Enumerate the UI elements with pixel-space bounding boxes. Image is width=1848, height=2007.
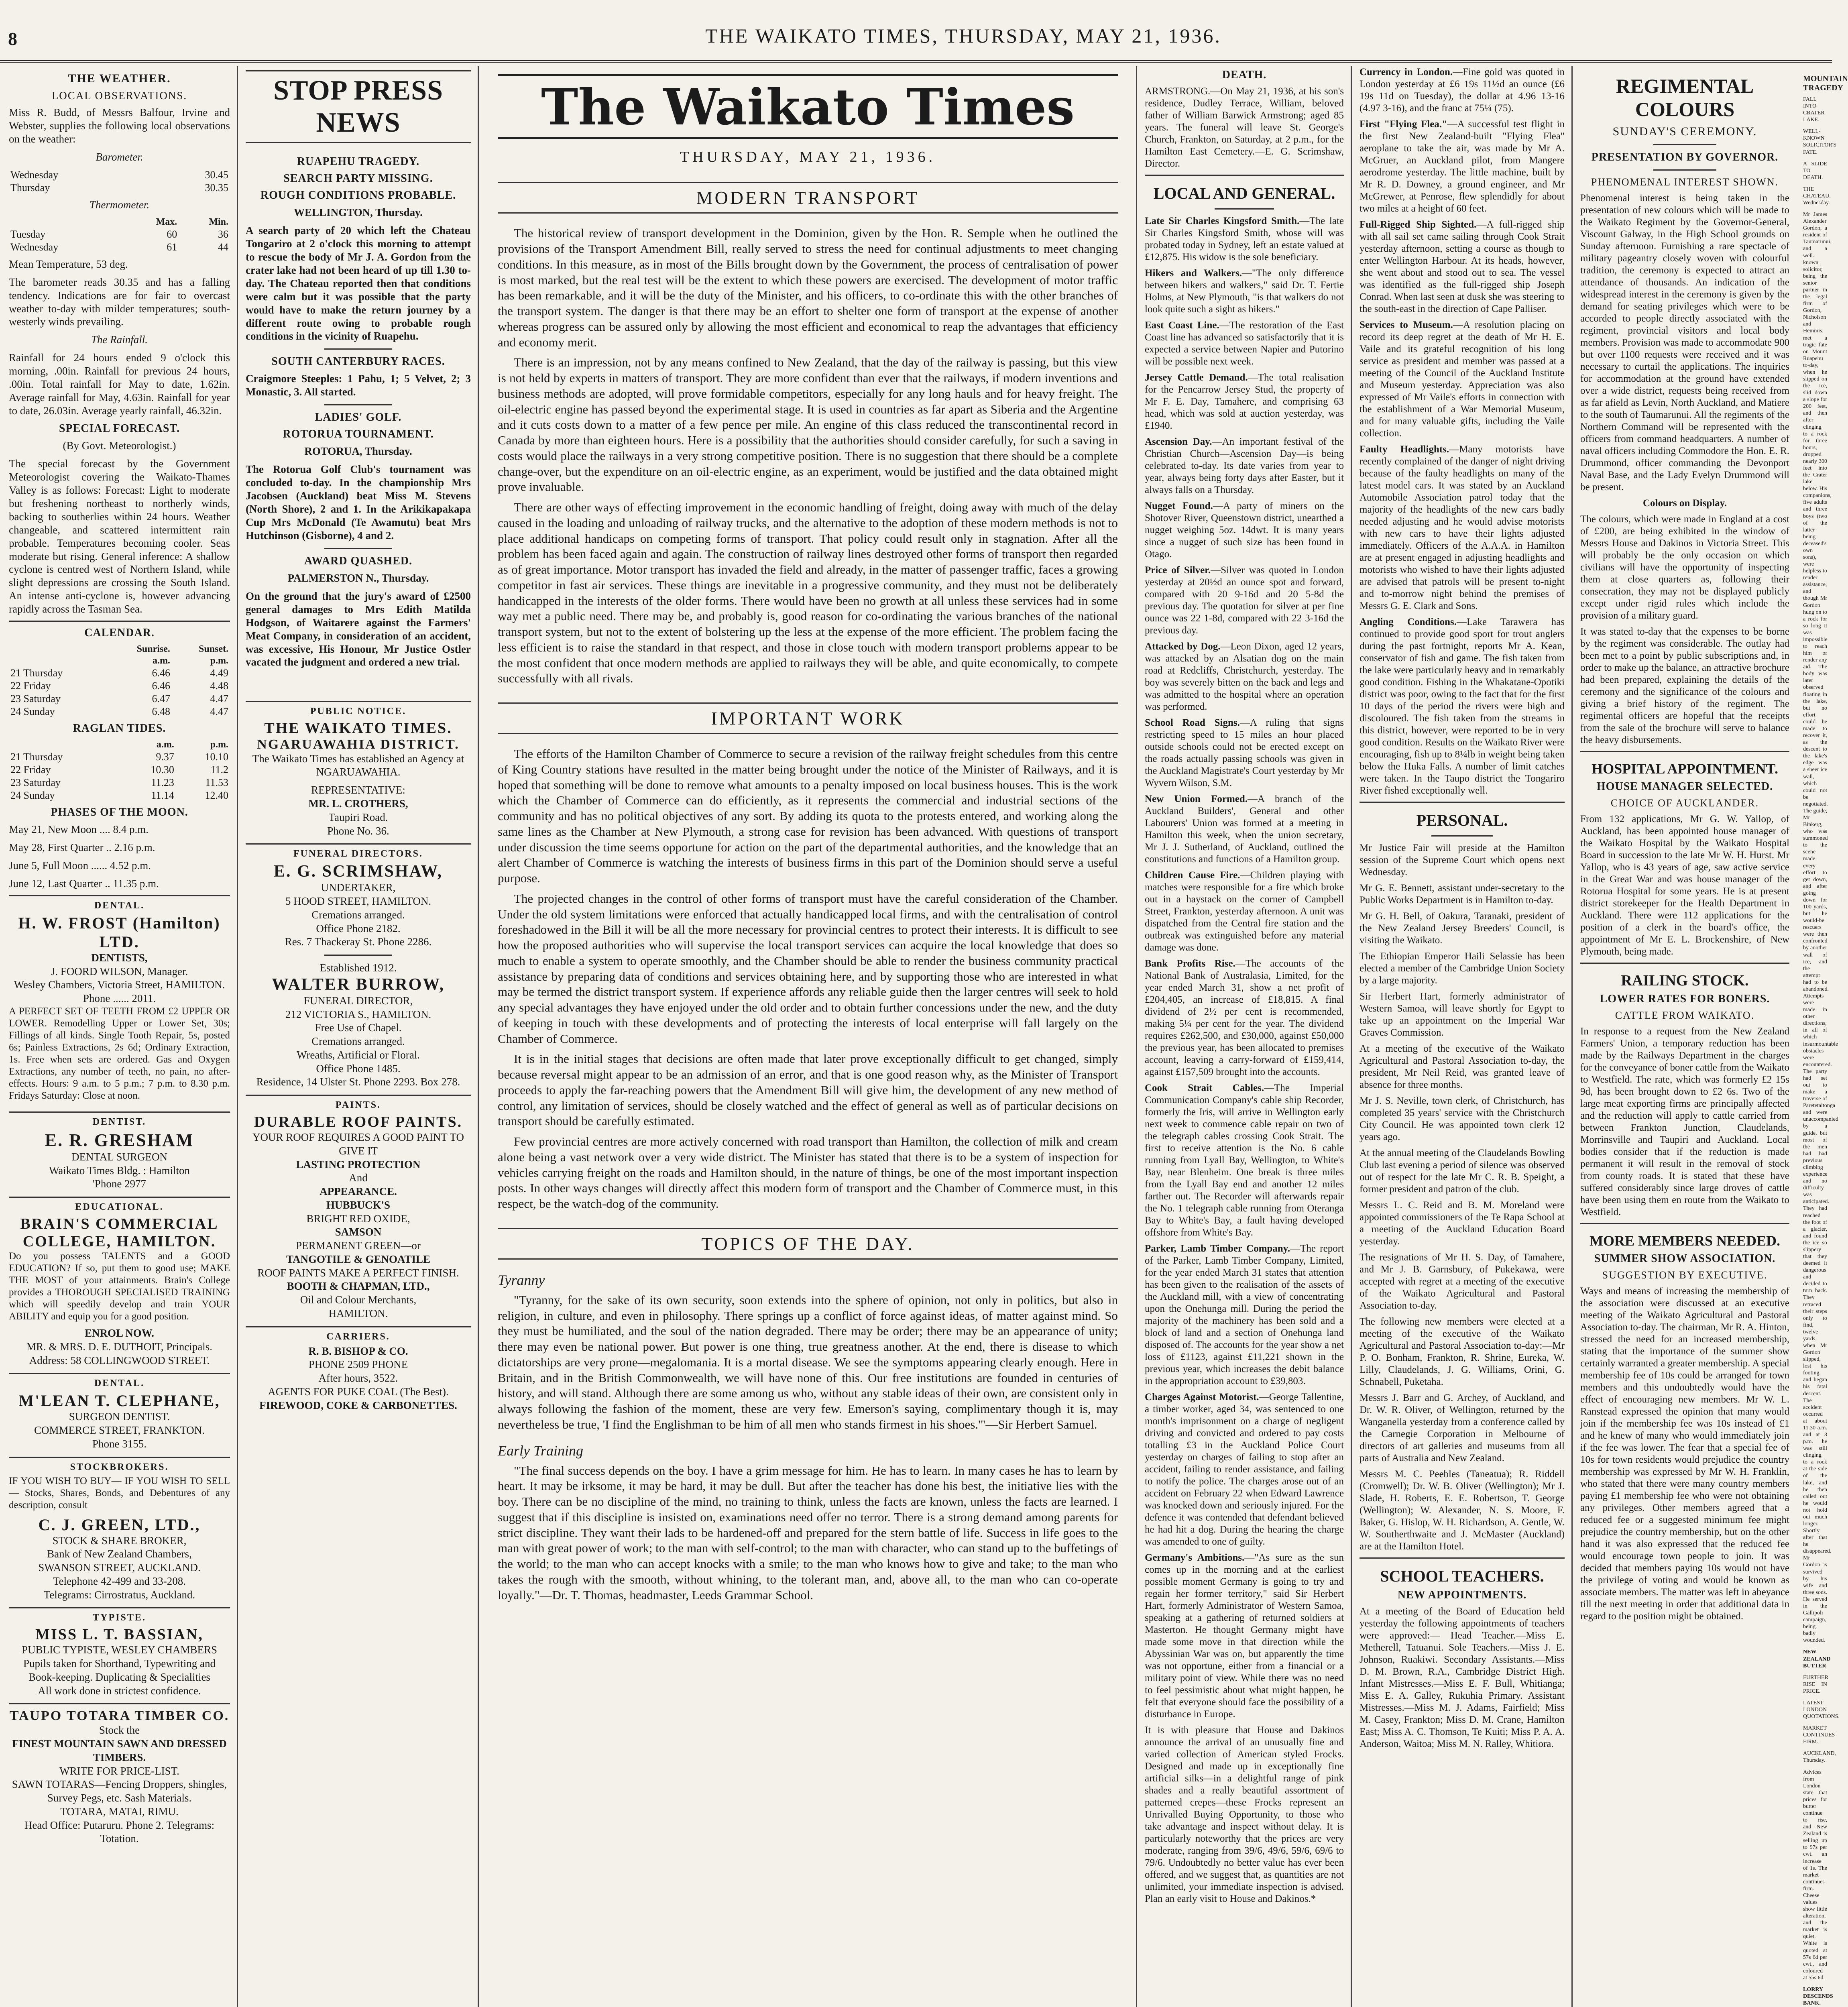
special-forecast-byline: (By Govt. Meteorologist.) [63,440,176,452]
divider [1653,144,1716,145]
ad-line: Stock the [99,1724,140,1736]
ad-line: Address: 58 COLLINGWOOD STREET. [29,1354,210,1366]
personal-item: The following new members were elected at a meeting of the executive of the Waikato Agricultural and Pastoral Association to-day:—Mr P. O. Bonham, Frankton, R. Shrine, Eureka, W. Lilly, Claudelands, J. G. Williams, Orini, G. Schnabell, Puketaha. [1360,1316,1565,1387]
column-stop-press [241,66,476,2007]
ad-name: NGARUAWAHIA DISTRICT. [257,737,460,752]
ad-line: SURGEON DENTIST. [69,1411,170,1423]
ad-line: BOOTH & CHAPMAN, LTD., [287,1280,430,1293]
column-local-general [1140,66,1349,2007]
news-item: Currency in London.—Fine gold was quoted in London yesterday at £6 19s 11½d an ounce (£6 19s 11d on Tuesday), the dollar at 4.96 13-16 (4.97 3-16), and the franc at 75¼ (75). [1360,67,1565,114]
ad-category-label: DENTAL. [94,900,145,911]
headline: MORE MEMBERS NEEDED. [1589,1233,1781,1249]
news-item: First "Flying Flea."—A successful test flight in the first New Zealand-built "Flying Flea" aeroplane to take the air, was made by Mr A. McGruer, an Auckland pilot, from Mangere aerodrome yesterday. The little machine, built by Mr R. D. Downey, a ground engineer, and Mr McGrewer, at Penrose, flew splendidly for about two miles at a height of 60 feet. [1360,119,1565,214]
ad-line: ROOF PAINTS MAKE A PERFECT FINISH. [257,1266,459,1279]
calendar-heading: CALENDAR. [84,627,155,639]
article-paragraph: There are other ways of effecting improvement in the economic handling of freight, doing away with much of the delay caused in the loading and unloading of railway trucks, and the alternative to the adoption of these modern methods is not to place additional handicaps on competing forms of transport. That policy could result only in stagnation. After all the problem has been faced again and again. The construction of railway lines destroyed other forms of transport then regarded as of great importance. Motor transport has invaded the field and already, in the matter of passenger traffic, faces a growing competitor in fast air services. These things are inevitable in a progressive community, and they must not be deliberately handicapped in the interests of the older forms. There would have been no growth at all unless these services had in some way met a public need. There may be, and probably is, good reason for co-ordinating the various branches of the national transport system, but not to the extent of bolstering up the less at the expense of the more efficient. The problem facing the less efficient is to raise the standard in that respect, and those in close touch with modern transport problems appear to be the most confident that once modern methods are applied to railways they will be able, and quite economically, to compete successfully with all rivals. [498,500,1118,686]
local-observations-heading: LOCAL OBSERVATIONS. [51,90,187,102]
article-body: Ways and means of increasing the membership of the association were discussed at an executive meeting of the Waikato Agricultural and Pastoral Association to-day. The chairman, Mr R. A. Hinton, stressed the need for an increased membership, stating that the importance of the summer show certainly warranted a greater membership. A special membership fee of 10s could be arranged for town members and this undoubtedly would have the effect of encouraging new members. Mr W. L. Ranstead expressed the opinion that many would join if the membership fee was 10s instead of £1 and he knew of many who would immediately join if the fee was lower. The fear that a special fee of 10s for town residents would prejudice the country membership was expressed by Mr W. H. Franklin, who stated that there were many country members paying £1 membership fee who were not obtaining any privileges. Other members agreed that a reduced fee or a suggested minimum fee might prejudice the country membership, but on the other hand it was also expressed that the reduced fee would encourage town people to join. It was decided that members paying 10s would not have the privilege of voting and would be known as associate members. The matter was left in abeyance till the next meeting in order that additional data in regard to the position might be obtained. [1580,1286,1789,1622]
observations-intro: Miss R. Budd, of Messrs Balfour, Irvine and Webster, supplies the following local observations on the weather: [9,106,230,145]
news-body: A search party of 20 which left the Chateau Tongariro at 2 o'clock this morning to attempt to rescue the body of Mr J. A. Gordon from the crater lake had not been heard of up till 1.30 to-day. The Chateau reported then that conditions were calm but it was possible that the party would have to make the return journey by a different route owing to probable rough conditions in the vicinity of Ruapehu. [246,224,471,342]
news-dateline: WELLINGTON, Thursday. [294,206,423,218]
ad-line: HAMILTON. [328,1307,388,1319]
personal-item: Sir Herbert Hart, formerly administrator of Western Samoa, will leave shortly for Egypt to take up an appointment on the Imperial War Graves Commission. [1360,991,1565,1038]
ad-line: Telephone 42-499 and 33-208. [53,1575,186,1587]
news-body: The Rotorua Golf Club's tournament was concluded to-day. In the championship Mrs Jacobsen (Auckland) beat Miss M. Stevens (North Shore), 2 and 1. In the Arikikapakapa Cup Mrs McDonald (Te Awamutu) beat Mrs Hutchinson (Gisborne), 4 and 2. [246,463,471,541]
ad-line: MR. L. CROTHERS, [308,798,408,810]
subheadline: SUNDAY'S CEREMONY. [1612,125,1757,138]
personal-item: Messrs M. C. Peebles (Taneatua); R. Riddell (Cromwell); Dr. W. B. Oliver (Wellington); Mr J. Slade, H. Roberts, E. E. Robertson, T. George (Wellington); W. Alexander, N. S. Moore, F. Baker, G. Hislop, W. H. Richardson, A. Gentle, W. W. Southerthwaite and J. McMaster (Auckland) are at the Hamilton Hotel. [1360,1469,1565,1552]
ad-line: Established 1912. [320,962,397,974]
masthead: The Waikato Times [498,74,1118,139]
news-item: East Coast Line.—The restoration of the East Coast line has advanced so satisfactorily that it is expected a service between Napier and Putorino will be possible next week. [1145,320,1344,367]
ad-line: PUBLIC TYPISTE, WESLEY CHAMBERS [21,1644,218,1656]
page-dateline: THE WAIKATO TIMES, THURSDAY, MAY 21, 1936. [705,24,1221,47]
moon-phase: May 21, New Moon .... 8.4 p.m. [9,823,149,836]
news-item: Jersey Cattle Demand.—The total realisation for the Pencarrow Jersey Stud, the property of Mr F. E. Day, Tamahere, and comprising 63 head, which was sold at auction yesterday, was £1940. [1145,372,1344,431]
ad-frost-dentists [9,895,230,1111]
news-dateline: ROTORUA, Thursday. [304,445,412,458]
topic-heading: Tyranny [498,1272,545,1288]
news-item: It is with pleasure that House and Dakinos announce the arrival of an unusually fine and varied collection of American styled Frocks. Designed and made up in exceptionally fine artificial silks—in a delightful range of pink shades and a really beautiful assortment of patterned crepes—these Frocks represent an Unrivalled Buying Opportunity, to those who take advantage and inspect without delay. It is particularly noteworthy that the prices are very moderate, ranging from 39/6, 49/6, 59/6, 69/6 to 79/6. Undoubtedly no better value has ever been offered, and we suggest that, as quantities are not unlimited, your immediate inspection is advised. Plan an early visit to House and Dakinos.* [1145,1725,1344,1904]
tides-heading: RAGLAN TIDES. [73,722,166,735]
article-paragraph: The efforts of the Hamilton Chamber of Commerce to secure a revision of the railway freight schedules from this centre of King Country stations have resulted in the matter being brought under the notice of the Minister of Railways, and it is hoped that something will be done to remove what amounts to a penalty imposed on local business houses. This is the work which the Chamber of Commerce can do efficiently, as it represents the commercial and industrial sections of the community and has no political objectives of any sort. By adding its quota to the protests entered, and working along the same lines as the Chamber at New Plymouth, a strong case for revision has been advanced. With questions of transport under discussion the time seems opportune for action on the part of the departmental authorities, and the knowledge that an alert Chamber of Commerce is watching the interests of business firms in this part of the Dominion should serve a useful purpose. [498,747,1118,885]
article-body: It was stated to-day that the expenses to be borne by the regiment was considerable. The outlay had been met to a point by public subscriptions and, in order to make up the balance, an attractive brochure had been prepared, explaining the details of the ceremony and the significance of the colours and giving a brief history of the regiment. The regimental officers are hopeful that the receipts from the sale of the brochure will serve to balance the heavy disbursements. [1580,626,1789,745]
news-item: Faulty Headlights.—Many motorists have recently complained of the danger of night driving because of the faulty headlights on many of the latest model cars. It was stated by an Auckland Automobile Association patrol today that the majority of the headlights of the new cars badly needed adjusting and he would advise motorists with new cars to have their lights adjusted immediately. Officers of the A.A.A. in Hamilton are at present engaged in adjusting headlights and motorists who wished to have their lights adjusted are advised that patrols will be present to-night and to-morrow night behind the premises of Messrs G. E. Clark and Sons. [1360,444,1565,611]
news-item: Children Cause Fire.—Children playing with matches were responsible for a fire which broke out in a haystack on the corner of Campbell Street, Frankton, yesterday afternoon. A unit was dispatched from the Central fire station and the outbreak was extinguished before any material damage was done. [1145,870,1344,953]
subheadline: SUMMER SHOW ASSOCIATION. [1594,1252,1776,1265]
news-item: Germany's Ambitions.—"As sure as the sun comes up in the morning and at the earliest possible moment Germany is going to try and regain her former territory," said Sir Herbert Hart, formerly Administrator of Western Samoa, speaking at a gathering of returned soldiers at Masterton. He thought Germany might have made some move in that direction while the Abyssinian War was on, but apparently the time was not opportune, either from a financial or a military point of view. While there was no need to feel pessimistic about what might happen, he felt that everyone should face the possibility of a disturbance in Europe. [1145,1552,1344,1720]
article-body: Mr James Alexander Gordon, a resident of Taumarunui, and a well-known solicitor, being the senior partner in the legal firm of Gordon, Nicholson and Hemmis, met a tragic fate on Mount Ruapehu to-day, when he slipped on the ice, slid down a slope for 200 feet, and then after clinging to a rock for three hours, dropped nearly 300 feet into the Crater lake below. His companions, five adults and three boys (two of the latter being deceased's own sons), were helpless to render assistance, and though Mr Gordon hung on to a rock for so long it was impossible to reach him or render any aid. The body was later observed floating in the lake, but no effort could be made to recover it, as the descent to the lake's edge was a sheer ice wall, which could not be negotiated. The guide, Mr Binkerg, who was summoned to the scene made every effort to get down, and after going down for 100 yards, but he would-be rescuers were then confronted by another wall of ice, and the attempt had to be abandoned. Attempts were made in other directions, in all of which insurmountable obstacles were encountered. The party had set out to make a traverse of Paretetaitonga and were unaccompanied by a guide, but most of the men had had previous climbing experience and no difficulty was anticipated. They had reached the foot of a glacier, and found the ice so slippery that they deemed it dangerous and decided to turn back. They retraced their steps only to find, twelve yards when Mr Gordon slipped, lost his footing, and began his fatal descent. The accident occurred at about 11.30 a.m. and at 3 p.m. he was still clinging to a rock at the side of the lake, and he then called out he would not hold out much longer. Shortly after that he disappeared. Mr Gordon is survived by his wife and three sons. He served in the Gallipoli campaign, being badly wounded. [1803,212,1838,1644]
ad-category-label: FUNERAL DIRECTORS. [293,849,423,859]
ad-carriers [246,1326,471,1418]
ad-line: Bank of New Zealand Chambers, [47,1548,192,1560]
special-forecast-heading: SPECIAL FORECAST. [59,422,180,435]
news-item: Nugget Found.—A party of miners on the Shotover River, Queenstown district, unearthed a nugget weighing 5oz. 14dwt. It is many years since a nugget of such size has been found in Otago. [1145,501,1344,560]
personal-item: Messrs L. C. Reid and B. M. Moreland were appointed commissioners of the Te Rapa School at a meeting of the Auckland Education Board yesterday. [1360,1200,1565,1247]
ad-line: TOTARA, MATAI, RIMU. [60,1805,179,1818]
ad-line: Oil and Colour Merchants, [300,1294,417,1306]
ad-line: Office Phone 2182. [316,922,401,934]
ad-line: Cremations arranged. [311,1035,405,1047]
article-title: IMPORTANT WORK [498,702,1118,734]
news-items [1145,215,1344,1905]
ad-line: 5 HOOD STREET, HAMILTON. [285,895,431,907]
news-item: Angling Conditions.—Lake Tarawera has continued to provide good sport for trout anglers during the past fortnight, reports Mr A. Kean, conservator of fish and game. The fish taken from the lake were particularly heavy and in remarkably good condition. Fishing in the Whakatane-Opotiki district was poor, owing to the fact that for the first 10 days of the period the rivers were high and discoloured. The fish taken from the streams in this district, however, were reported to be in very good condition. Results on the Waikato River were encouraging, fish up to 8¼lb in weight being taken below the Huka Falls. A number of limit catches were taken. In the Taupo district the Tongariro River fished exceptionally well. [1360,617,1565,796]
ad-line: TANGOTILE & GENOATILE [286,1253,431,1265]
article-body: From 132 applications, Mr G. W. Yallop, of Auckland, has been appointed house manager of the Waikato Hospital by the Waikato Hospital Board in succession to the late Mr W. H. Hurst. Mr Yallop, who is 43 years of age, saw active service in the Great War and was house manager of the Rotorua Hospital for some years. He is at present district storekeeper for the Health Department in Auckland. There were 112 applications for the position of a clerk in the board's office, the appointment of Mr E. L. Brockenshire, of New Plymouth, being made. [1580,814,1789,957]
ad-line: COMMERCE STREET, FRANKTON. [34,1424,205,1437]
ad-line: WRITE FOR PRICE-LIST. [59,1765,179,1777]
article-paragraph: It is in the initial stages that decisions are often made that later prove exceptionally difficult to get changed, simply because reversal might appear to be an admission of an error, and that is one good reason why, as the Minister of Transport proceeds to apply the far-reaching powers that the Amendment Bill will give him, the development of any new method of control, any limitation of services, should be closely watched and the effect of general as well as of particular decisions on transport should be carefully estimated. [498,1052,1118,1128]
article-body: In response to a request from the New Zealand Farmers' Union, a temporary reduction has been made by the Railways Department in the charges for the conveyance of boner cattle from the Waikato to Westfield. The rate, which was formerly £2 15s 9d, has been brought down to £2 6s. Two of the large meat exporting firms are principally affected and the reduction will apply to cattle carried from between Frankton Junction, Claudelands, Morrinsville and Taupiri and Auckland. Local bodies consider that if the reduction is made permanent it will result in the removal of stock from county roads. It is stated that these have suffered considerably since large droves of cattle have been using them en route from the Waikato to Westfield. [1580,1026,1789,1217]
ad-line: Pupils taken for Shorthand, Typewriting and Book-keeping. Duplicating & Specialities [23,1657,216,1683]
ad-taupo-totara [9,1703,230,1851]
page-header [0,0,1832,63]
headline: LORRY DESCENDS BANK. [1803,1986,1833,2007]
news-item: Late Sir Charles Kingsford Smith.—The late Sir Charles Kingsford Smith, whose will was probated today in Sydney, left an estate valued at £12,875. His widow is the sole beneficiary. [1145,216,1344,263]
ad-bassian-typiste [9,1607,230,1703]
ad-line: J. FOORD WILSON, Manager. [51,965,188,977]
divider [1215,208,1274,210]
divider [1580,963,1789,964]
news-item: Cook Strait Cables.—The Imperial Communication Company's cable ship Recorder, formerly the Iris, will arrive in Wellington early next week to commence cable repair on two of the telegraph cables crossing Cook Strait. The first to receive attention is the No. 6 cable running from Lyall Bay, Wellington, to White's Bay, near Blenheim. One break is three miles from the Lyall Bay end and another 12 miles farther out. The Recorder will afterwards repair the No. 1 telegraph cable running from Oteranga Bay to White's Bay, a fault having developed offshore from White's Bay. [1145,1083,1344,1238]
ad-name: WALTER BURROW, [271,975,445,994]
headline: LADIES' GOLF. [315,411,402,424]
section-subheading: Colours on Display. [1642,498,1727,509]
ad-category-label: TYPISTE. [93,1612,146,1623]
article-paragraph: Few provincial centres are more actively concerned with road transport than Hamilton, the collection of milk and cream alone being a vast network over a very wide district. The Minister has stated that there is to be a system of inspection for vehicles carrying freight on the roads and Hamilton should, in the nature of things, be one of the most important inspection posts. In other ways changes will directly affect this modern form of transport and the Chamber of Commerce must, in this respect, be the watch-dog of the community. [498,1134,1118,1211]
personal-item: The resignations of Mr H. S. Day, of Tamahere, and Mr J. B. Garnsbury, of Pukekawa, were accepted with regret at a meeting of the executive of the Waikato Agricultural and Pastoral Association to-day. [1360,1252,1565,1311]
moon-phase: June 12, Last Quarter .. 11.35 p.m. [9,877,159,890]
ad-line: FIREWOOD, COKE & CARBONETTES. [259,1399,457,1411]
article-body: Advices from London state that prices for butter continue to rise, and New Zealand is selling up to 97s per cwt. an increase of 1s. The market continues firm. Cheese values show little alteration, and the market is quiet. White is quoted at 57s 6d per cwt., and coloured at 55s 6d. [1803,1769,1827,1981]
ad-line: Phone No. 36. [327,824,389,837]
ad-line: Res. 7 Thackeray St. Phone 2286. [285,936,432,948]
article-title: MODERN TRANSPORT [498,182,1118,214]
ad-roof-paints [246,1095,471,1326]
column-rule [237,66,238,2007]
moon-phases-heading: PHASES OF THE MOON. [51,806,188,819]
ad-line: DENTAL SURGEON [71,1150,168,1163]
divider [1580,751,1789,752]
ad-line: DENTISTS, [91,951,148,964]
divider [1653,169,1716,171]
headline: MOUNTAIN TRAGEDY [1803,74,1848,92]
ad-category-label: CARRIERS. [326,1331,390,1342]
ad-line: FINEST MOUNTAIN SAWN AND DRESSED TIMBERS. [12,1738,227,1763]
personal-item: Messrs J. Barr and G. Archey, of Auckland, and Dr. W. R. Oliver, of Wellington, returned by the Wanganella yesterday from a conference called by the Carnegie Corporation in Melbourne of directors of art galleries and museums from all parts of Australia and New Zealand. [1360,1392,1565,1464]
ad-category-label: PAINTS. [335,1100,381,1110]
ad-body: A PERFECT SET OF TEETH FROM £2 UPPER OR LOWER. Remodelling Upper or Lower Set, 30s; Fillings of all kinds. Single Tooth Repair, 5s, posted 6s; Painless Extractions, 2s 6d; Ordinary Extraction, 1s. Free when sets are ordered. Gas and Oxygen Extractions, any number of teeth, no pain, no after-effects. Hours: 9 a.m. to 5 p.m.; 7 p.m. to 8.30 p.m. Fridays Saturday: Close at noon. [9,1006,230,1101]
article-body: The colours, which were made in England at a cost of £200, are being exhibited in the window of Messrs House and Dakinos in Victoria Street. This will probably be the only occasion on which civilians will have the opportunity of inspecting them at close quarters as, following their consecration, they may not be displayed publicly except under rigid rules which include the provision of a military guard. [1580,514,1789,621]
personal-item: At a meeting of the executive of the Waikato Agricultural and Pastoral Association to-day, the president, Mr Neil Reid, was granted leave of absence for three months. [1360,1043,1565,1090]
personal-item: Mr Justice Fair will preside at the Hamilton session of the Supreme Court which opens next Wednesday. [1360,843,1565,877]
tides-table: a.m. p.m. 21 Thursday 9.37 10.10 22 Friday 10.30 11.2 23 Saturday 11.23 11.53 24 Sunday 11.14 12.40 [10,739,228,802]
ad-name: H. W. FROST (Hamilton) LTD. [18,914,221,951]
personal-item: At the annual meeting of the Claudelands Bowling Club last evening a period of silence was observed out of respect for the late Mr C. R. B. Speight, a former president and patron of the club. [1360,1148,1565,1195]
headline: HOSPITAL APPOINTMENT. [1592,761,1778,777]
subheadline: NEW APPOINTMENTS. [1397,1589,1527,1601]
ad-line: FUNERAL DIRECTOR, [303,994,413,1007]
moon-phase: May 28, First Quarter .. 2.16 p.m. [9,841,155,854]
ad-line: YOUR ROOF REQUIRES A GOOD PAINT TO GIVE IT [252,1131,464,1157]
divider [1145,175,1344,176]
ad-name: M'LEAN T. CLEPHANE, [18,1392,220,1410]
column-rule [1351,66,1352,2007]
editorial-dateline: THURSDAY, MAY 21, 1936. [680,149,936,166]
ad-brains-college [9,1197,230,1373]
column-editorial [482,66,1134,2007]
ad-line: Waikato Times Bldg. : Hamilton [49,1164,190,1177]
ad-line: Office Phone 1485. [316,1062,401,1075]
headline: REGIMENTAL COLOURS [1616,75,1754,120]
news-item: Charges Against Motorist.—George Tallentine, a timber worker, aged 34, was sentenced to one month's imprisonment on a charge of negligent driving and convicted and ordered to pay costs totalling £3 in the Auckland Police Court yesterday on charges of failing to stop after an accident, failing to render assistance, and failing to notify the police. The charges arose out of an accident on February 22 when Edward Lawrence was knocked down and seriously injured. For the defence it was contended that defendant believed he had hit a dog. During the hearing the charge was amended to one of guilty. [1145,1392,1344,1547]
calendar-table: Sunrise. Sunset. a.m. p.m. 21 Thursday 6.46 4.49 22 Friday 6.46 4.48 23 Saturday 6.47 4.47 24 Sunday 6.48 4.47 [10,644,228,718]
ad-line: STOCK & SHARE BROKER, [52,1534,187,1547]
subheadline: A SLIDE TO DEATH. [1803,161,1827,181]
ad-funeral-directors [246,843,471,1095]
ad-name: DURABLE ROOF PAINTS. [254,1113,463,1130]
news-item: Attacked by Dog.—Leon Dixon, aged 12 years, was attacked by an Alsatian dog on the main road at Redcliffs, Christchurch, yesterday. The boy was severely bitten on the back and legs and was admitted to the hospital where an operation was performed. [1145,641,1344,712]
column-weather-ads [4,66,235,2007]
column-rule [478,66,479,2007]
column-regimental [1575,66,1794,2007]
stop-press-title: STOP PRESS NEWS [246,70,471,143]
ad-line: AGENTS FOR PUKE COAL (The Best). [268,1385,449,1398]
ad-name: E. R. GRESHAM [45,1130,194,1150]
divider [1431,835,1493,837]
ad-category-label: PUBLIC NOTICE. [310,706,407,717]
ad-line: And [349,1172,368,1184]
article-paragraph: "The final success depends on the boy. I have a grim message for him. He has to learn. In many cases he has to learn by heart. It may be irksome, it may be hard, it may be dull. But after the teacher has done his best, the initiative lies with the boy. There can be no discipline of the mind, no training to think, unless the facts are known, unless the facts are learned. I suggest that if this discipline is insisted on, examinations need offer no terror. There is a strong demand among parents for strict discipline. They want their lads to be hardened-off and prepared for the stern battle of life. Success in life goes to the man with great power of work; to the man with self-control; to the man with character, who can stand up to the buffetings of the world; to the man who can accept knocks with a smile; to the man who knows how to give and take; to the man who takes the rough with the smooth, without whining, to the tolerant man, and, above all, to the man who can co-operate loyally."—Dr. T. Thomas, headmaster, Leeds Grammar School. [498,1463,1118,1602]
ad-line: SAMSON [335,1226,382,1238]
headline: AWARD QUASHED. [304,554,413,567]
subheadline: LOWER RATES FOR BONERS. [1600,993,1770,1005]
ad-name: C. J. GREEN, LTD., [38,1515,201,1534]
ad-name: TAUPO TOTARA TIMBER CO. [9,1708,230,1724]
weather-heading: THE WEATHER. [68,72,171,85]
news-dateline: PALMERSTON N., Thursday. [287,572,429,584]
ad-line: Taupiri Road. [328,811,388,823]
subheadline: CHOICE OF AUCKLANDER. [1610,797,1759,809]
ad-line: Phone ...... 2011. [83,992,156,1005]
divider [324,404,392,405]
article-body: Phenomenal interest is being taken in the presentation of new colours which will be made to the Waikato Regiment by the Governor-General, Viscount Galway, in the High School grounds on Sunday afternoon. Furnishing a rare spectacle of military pageantry closely woven with colourful tradition, the ceremony is expected to attract an attendance of thousands. An indication of the widespread interest in the ceremony is given by the demand for seating privileges which were to be accorded to people directly associated with the regiment, provincial visitors and local body members. Provision was made to accommodate 900 but over 1100 requests were received and it was necessary to curtail the applications. The inquiries for accommodation at the ground have extended over a wide district, requests being received from as far afield as Levin, North Auckland, and Matiere to the south of Taumarunui. All the regiments of the Northern Command will be represented with the officers from command headquarters. A number of naval officers including Commodore the Hon. E. R. Drummond, officer commanding the Devonport Naval Base, and the Lady Evelyn Drummond will be present. [1580,193,1789,493]
barometer-table: Wednesday 30.45 Thursday 30.35 [10,169,228,193]
barometer-label: Barometer. [96,151,143,163]
article-paragraph: The historical review of transport development in the Dominion, given by the Hon. R. Semple when he outlined the provisions of the Transport Amendment Bill, really served to stress the need for continual adjustments to meet changing conditions. In this measure, as in most of the Bills brought down by the Government, the process of centralisation of power is most marked, but the real test will be the extent to which these powers are exercised. The development of motor traffic has been remarkable, and it will be the duty of the Minister, and his officers, to co-ordinate this with the other branches of the transport system. The danger is that there may be an effort to shelter one form of transport at the expense of another whereas progress can be assured only by allowing the most efficient and economical to reap the advantages that efficiency and economy merit. [498,226,1118,349]
ad-line: BRIGHT RED OXIDE, [306,1212,410,1225]
ad-name: MISS L. T. BASSIAN, [35,1626,204,1643]
subheadline: SUGGESTION BY EXECUTIVE. [1602,1269,1768,1281]
ad-line: LASTING PROTECTION [296,1158,421,1170]
subheadline: ROTORUA TOURNAMENT. [283,428,434,441]
ad-name: BRAIN'S COMMERCIAL COLLEGE, HAMILTON. [20,1215,219,1250]
article-paragraph: "Tyranny, for the sake of its own security, soon extends into the sphere of opinion, not only in politics, but also in religion, in culture, and even in philosophy. There springs up a conflict of force against ideas, of matter against mind. So they must be humiliated, and the soul of the nation degraded. There may be order; there may be an appearance of unity; there may even be national power. But power is one thing, true greatness another. At the end, there is disease to which dictatorships are very prone—megalomania. It is a mortal disease. We see the symptoms appearing clearly enough. Here in Britain, and in the British Commonwealth, we will have none of this. Our free institutions are founded in centuries of history, and will stand. Although there are some among us who, without any stable ideas of their own, are consistent only in always following the fashion of the moment, these are very few. Emerson's saying, complimentary though it is, may nevertheless be true, 'I find the Englishman to be him of all men who stands firmest in his shoes.'"—Sir Herbert Samuel. [498,1293,1118,1431]
ad-line: Cremations arranged. [311,908,405,921]
news-item: Ascension Day.—An important festival of the Christian Church—Ascension Day—is being celebrated to-day. Its date varies from year to year, always being forty days after Easter, but it always falls on a Thursday. [1145,436,1344,495]
ad-gresham-dentist [9,1111,230,1197]
ad-line: Telegrams: Cirrostratus, Auckland. [43,1588,195,1601]
teacher-appointments: At a meeting of the Board of Education held yesterday the following appointments of teachers were approved:— Head Teacher.—Miss E. Metherell, Tatuanui. Sole Teachers.—Miss J. E. Johnson, Ruakiwi. Secondary Assistants.—Miss D. M. Brown, R.A., Cambridge District High. Infant Mistresses.—Miss E. F. Bull, Whitianga; Miss E. A. Galley, Rukuhia Primary. Assistant Mistresses.—Miss M. J. Adams, Fairfield; Miss M. Casey, Frankton; Miss D. M. Crane, Hamilton East; Miss A. C. Thomson, Te Kuiti; Miss P. A. A. Anderson, Waitoa; Miss M. N. Ralley, Whitiora. [1360,1606,1565,1749]
ad-body: IF YOU WISH TO BUY— IF YOU WISH TO SELL— Stocks, Shares, Bonds, and Debentures of any description, consult [9,1475,230,1510]
thermometer-table: Max. Min. Tuesday 60 36 Wednesday 61 44 [10,216,228,253]
ad-line: Wreaths, Artificial or Floral. [296,1048,420,1061]
news-item: Full-Rigged Ship Sighted.—A full-rigged ship with all sail set came sailing through Cook Strait yesterday afternoon, setting a course as though to enter Wellington Harbour. At its heads, however, she went about and stood out to sea. The vessel was identified as the full-rigged ship Joseph Conrad. When last seen at dusk she was steering to the south-east in the direction of Cape Palliser. [1360,219,1565,314]
subheadline: PHENOMENAL INTEREST SHOWN. [1591,176,1779,188]
rainfall-text: Rainfall for 24 hours ended 9 o'clock this morning, .00in. Rainfall for previous 24 hours, .00in. Total rainfall for May to date, 1.62in. Average rainfall for May, 4.63in. Rainfall for year to date, 26.03in. Average yearly rainfall, 46.32in. [9,352,230,417]
death-notice: ARMSTRONG.—On May 21, 1936, at his son's residence, Dudley Terrace, William, beloved father of William Barwick Armstrong; aged 85 years. The funeral will leave St. George's Church, Frankton, on Saturday, at 2 p.m., for the Hamilton East Cemetery.—E. G. Scrimshaw, Director. [1145,86,1344,169]
headline: NEW ZEALAND BUTTER [1803,1649,1831,1669]
ad-category-label: DENTAL. [94,1378,145,1389]
section-heading: PERSONAL. [1416,811,1508,829]
article-title: TOPICS OF THE DAY. [498,1228,1118,1260]
news-dateline: AUCKLAND, Thursday. [1803,1751,1836,1764]
section-heading: LOCAL AND GENERAL. [1153,184,1335,202]
divider [324,955,392,956]
divider [9,621,230,622]
ad-line: Free Use of Chapel. [315,1022,402,1034]
thermometer-label: Thermometer. [89,198,150,211]
ad-mclean-dentist [9,1373,230,1456]
ad-line: PHONE 2509 PHONE [308,1358,408,1371]
ad-line: Residence, 14 Ulster St. Phone 2293. Box 278. [256,1076,460,1088]
ad-line: APPEARANCE. [320,1185,397,1197]
news-body: Craigmore Steeples: 1 Pahu, 1; 5 Velvet, 2; 3 Monastic, 3. All started. [246,372,471,398]
column-rule [1136,66,1137,2007]
moon-phase: June 5, Full Moon ...... 4.52 p.m. [9,859,151,872]
ad-public-notice [246,701,471,843]
ad-green-stockbroker [9,1457,230,1608]
subheadline: FURTHER RISE IN PRICE. [1803,1674,1828,1694]
subheadline: MARKET CONTINUES FIRM. [1803,1725,1835,1745]
topic-heading: Early Training [498,1442,584,1459]
subheadline: HOUSE MANAGER SELECTED. [1596,780,1773,793]
divider [1360,802,1565,803]
divider [324,548,392,549]
article-paragraph: There is an impression, not by any means confined to New Zealand, that the day of the railway is passing, but this view is not held by experts in matters of transport. They are more confident than ever that the railways, if modern inventions and business methods are adopted, will prove formidable competitors, especially for any long hauls and for heavy freight. The oil-electric engine has passed beyond the experimental stage. It is used in countries as far apart as Siberia and the Argentine and it cuts costs down to a matter of a few pence per mile. An engine of this class reduced the transcontinental record in Canada by more than eighteen hours. Here is a possibility that the authorities should consider carefully, for such a saving in costs would place the railways in a very strong competitive position. There is no suggestion that there should be a complete change-over, but the expenditure on an oil-electric engine, as an experiment, would be justified and the data obtained might prove invaluable. [498,355,1118,494]
news-item: Hikers and Walkers.—"The only difference between hikers and walkers," said Dr. T. Fertie Holms, at New Plymouth, "is that walkers do not look quite such a sight as hikers." [1145,268,1344,315]
subheadline: CATTLE FROM WAIKATO. [1615,1010,1755,1021]
ad-line: ENROL NOW. [84,1327,155,1339]
ad-line: 'Phone 2977 [92,1178,147,1190]
page-number: 8 [8,28,17,49]
ad-line: SAWN TOTARAS—Fencing Droppers, shingles, Survey Pegs, etc. Sash Materials. [12,1778,227,1804]
ad-line: 212 VICTORIA S., HAMILTON. [285,1008,431,1020]
headline: RUAPEHU TRAGEDY. [297,155,420,168]
special-forecast-text: The special forecast by the Government Meteorologist covering the Waikato-Thames Valley is as follows: Forecast: Light to moderate but freshening northeast to northerly winds, backing to southerlies within 24 hours. Weather changeable, and scattered intermittent rain probable. Temperatures becoming cooler. Seas moderate but rising. General inference: A shallow cyclone is centred west of Northern Island, while slight depressions are crossing the South Island. An intense anti-cyclone is, however advancing rapidly across the Tasman Sea. [9,457,230,615]
ad-line: Head Office: Putaruru. Phone 2. Telegrams: Totation. [24,1819,215,1845]
divider [324,348,392,350]
ad-body: Do you possess TALENTS and a GOOD EDUCATION? If so, put them to good use; MAKE THE MOST of your attainments. Brain's College provides a THOROUGH SPECIALISED TRAINING which will speedily develop and train YOUR ABILITY and equip you for a good position. [9,1251,230,1322]
news-item: Bank Profits Rise.—The accounts of the National Bank of Australasia, Limited, for the year ended March 31, show a net profit of £204,405, an increase of £18,815. A final dividend of 2½ per cent is recommended, making 5¼ per cent for the year. The dividend requires £262,500, and £30,000, against £50,000 the previous year, has been allocated to premises account, leaving a carry-forward of £159,414, against £157,509 brought into the accounts. [1145,958,1344,1077]
ad-line: R. B. BISHOP & CO. [308,1345,408,1357]
article-paragraph: The projected changes in the control of other forms of transport must have the careful consideration of the Chamber. Under the old system limitations were enforced that actually handicapped local firms, and with the centralisation of control foreshadowed in the Bill it will be all the more necessary for provincial centres to protect their interests. It is difficult to see how the proposed authorities who will supervise the local transport services can acquire the local knowledge that does so much to enable a system to operate smoothly, and the Chamber should be able to render the business community practical assistance by preparing data of conditions and services obtaining here, and by supporting those who are interested in what may be termed the district transport system. If experience affords any reliable guide then the larger centres will seek to hold any special advantages they have enjoyed under the old order and to obtain further concessions under the new, and the duty of keeping in touch with these developments and of protecting the interests of local enterprise will fall largely on the Chamber of Commerce. [498,891,1118,1046]
rainfall-label: The Rainfall. [91,334,148,346]
ad-line: MR. & MRS. D. E. DUTHOIT, Principals. [26,1340,212,1353]
barometer-note: The barometer reads 30.35 and has a falling tendency. Indications are for fair to overcast weather to-day with milder temperatures; south-westerly winds prevailing. [9,276,230,328]
ad-line: All work done in strictest confidence. [38,1684,201,1697]
column-local-personal [1355,66,1569,2007]
death-heading: DEATH. [1222,69,1267,81]
ad-line: After hours, 3522. [318,1372,398,1384]
personal-item: Mr J. S. Neville, town clerk, of Christchurch, has completed 35 years' service with the Christchurch City Council. He was appointed town clerk 12 years ago. [1360,1095,1565,1142]
news-item: School Road Signs.—A ruling that signs restricting speed to 15 miles an hour placed outside schools could not be erected except on the roads actually passing schools was given in the Auckland Magistrate's Court yesterday by Mr Wyvern Wilson, S.M. [1145,717,1344,788]
ad-category-label: DENTIST. [92,1116,147,1127]
mean-temperature: Mean Temperature, 53 deg. [9,258,128,270]
headline: SOUTH CANTERBURY RACES. [271,355,445,368]
subheadline: ROUGH CONDITIONS PROBABLE. [260,189,456,202]
divider [1580,1223,1789,1224]
news-dateline: THE CHATEAU, Wednesday. [1803,186,1831,206]
headline: RAILING STOCK. [1621,972,1749,989]
ad-line: SWANSON STREET, AUCKLAND. [38,1561,201,1574]
ad-line: Wesley Chambers, Victoria Street, HAMILTON. [14,979,225,991]
personal-item: The Ethiopian Emperor Haili Selassie has been elected a member of the Cambridge Union Society by a large majority. [1360,951,1565,986]
divider [1360,1557,1565,1559]
column-rule [1571,66,1573,2007]
ad-body: The Waikato Times has established an Agency at NGARUAWAHIA. [252,753,464,778]
subheadline: LATEST LONDON QUOTATIONS. [1803,1700,1840,1720]
news-item: Parker, Lamb Timber Company.—The report of the Parker, Lamb Timber Company, Limited, for the year ended March 31 states that attention has been given to the realisation of the assets of the Auckland mill, with a view of concentrating upon the Onehunga mill. During the period the majority of the machinery has been sold and a block of land and a section of Onehunga land disposed of. The accounts for the year show a net loss of £1123, against £11,221 shown in the previous year, which increases the debit balance in the appropriation account to £39,803. [1145,1243,1344,1386]
subheadline: FALL INTO CRATER LAKE. [1803,96,1825,123]
news-item: New Union Formed.—A branch of the Auckland Builders', General and other Labourers' Union was formed at a meeting in Hamilton this week, when the union secretary, Mr J. J. Sutherland, of Auckland, outlined the constitutions and functions of a Hamilton group. [1145,794,1344,865]
ad-line: PERMANENT GREEN—or [296,1240,421,1252]
ad-name: E. G. SCRIMSHAW, [273,862,443,881]
ad-category-label: EDUCATIONAL. [75,1202,164,1213]
subheadline: WELL-KNOWN SOLICITOR'S FATE. [1803,128,1837,155]
ad-line: HUBBUCK'S [326,1199,391,1211]
subheadline: SEARCH PARTY MISSING. [283,172,433,185]
news-item: Price of Silver.—Silver was quoted in London yesterday at 20½d an ounce spot and forward, compared with 20 9-16d and 20 5-8d the previous day. The quotation for silver at per fine ounce was 22 1-8d, compared with 22 3-16d the previous day. [1145,565,1344,636]
ad-name: THE WAIKATO TIMES. [264,720,452,737]
subheadline: PRESENTATION BY GOVERNOR. [1591,151,1779,163]
personal-item: Mr G. H. Bell, of Oakura, Taranaki, president of the New Zealand Jersey Breeders' Council, is visiting the Waikato. [1360,911,1565,946]
news-body: On the ground that the jury's award of £2500 general damages to Mrs Edith Matilda Hodgson, of Waitarere against the Farmers' Meat Company, in consideration of an accident, was excessive, His Honour, Mr Justice Ostler vacated the judgment and ordered a new trial. [246,590,471,668]
ad-line: UNDERTAKER, [321,881,396,894]
personal-item: Mr G. E. Bennett, assistant under-secretary to the Public Works Department is in Hamilton to-day. [1360,883,1565,906]
section-heading: SCHOOL TEACHERS. [1380,1567,1544,1585]
ad-line: Phone 3155. [92,1437,147,1450]
column-mountain-tragedy [1798,66,1848,2007]
news-item: Services to Museum.—A resolution placing on record its deep regret at the death of Mr H. E. Vaile and its grateful recognition of his long service as president and member was passed at a meeting of the Council of the Auckland Institute and Museum yesterday. Appreciation was also expressed of Mr Vaile's efforts in connection with the establishment of a War Memorial Museum, and for many valuable gifts, including the Vaile collection. [1360,320,1565,439]
ad-line: REPRESENTATIVE: [311,784,405,796]
ad-category-label: STOCKBROKERS. [70,1461,169,1472]
